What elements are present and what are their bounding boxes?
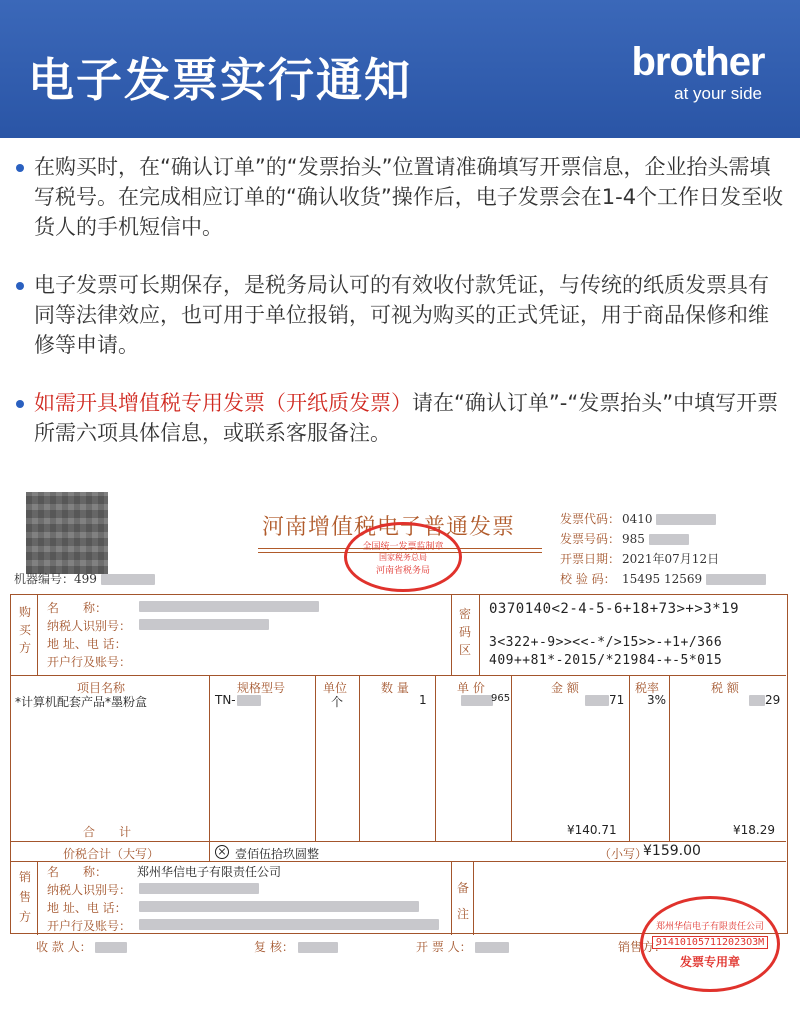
seal-company: 郑州华信电子有限责任公司	[655, 921, 764, 932]
check-code-label: 校 验 码：	[560, 572, 616, 586]
close-circle-icon: ×	[215, 845, 229, 859]
blurred-value	[461, 695, 493, 706]
machine-number	[14, 570, 155, 587]
bullet-dot-icon	[16, 164, 24, 172]
seal-number: 914101057112023O3M	[652, 936, 768, 949]
col-divider	[473, 861, 474, 935]
seller-name-label: 名 称：	[47, 865, 108, 879]
check-code	[560, 570, 766, 587]
invoice-date-value: 2021年07月12日	[622, 552, 720, 566]
invoice-number-value: 985	[622, 532, 645, 546]
item-qty: 1	[419, 693, 427, 707]
reviewer	[254, 938, 338, 955]
notice-text-2: 电子发票可长期保存，是税务局认可的有效收付款凭证，与传统的纸质发票具有同等法律效应，也可用于单位报销，可视为购买的正式凭证，用于商品保修和维修等申请。	[34, 273, 769, 357]
col-divider	[37, 595, 38, 675]
notice-list	[14, 152, 784, 476]
invoice-code	[560, 510, 716, 527]
col-divider	[315, 675, 316, 841]
seller-footer-label: 销售方：	[618, 940, 667, 954]
blurred-value	[585, 695, 609, 706]
blurred-value	[95, 942, 127, 953]
blurred-value	[139, 601, 319, 612]
buyer-bank-label: 开户行及账号：	[47, 655, 132, 669]
total-label: 合 计	[83, 825, 132, 839]
sum-upper-value: 壹佰伍拾玖圆整	[235, 847, 320, 861]
seal-top-text: 全国统一发票监制章	[362, 541, 444, 552]
seal-bottom-text: 河南省税务局	[375, 565, 430, 576]
notice-text-3-highlight: 如需开具增值税专用发票（开纸质发票）	[34, 391, 412, 415]
col-divider	[451, 861, 452, 935]
notice-text-3: 请在“确认订单”-“发票抬头”中填写开票所需六项具体信息，或联系客服备注。	[34, 391, 779, 445]
notice-item-1	[14, 152, 784, 242]
blurred-value	[139, 901, 419, 912]
bullet-dot-icon	[16, 282, 24, 290]
cipher-line: 409++81*-2015/*21984-+-5*015	[489, 653, 723, 668]
invoice-table	[10, 594, 788, 934]
blurred-value	[706, 574, 766, 585]
col-header-qty: 数 量	[381, 681, 409, 695]
issuer-label: 开 票 人：	[416, 940, 472, 954]
sum-small-value: ¥159.00	[643, 843, 701, 859]
col-divider	[37, 861, 38, 935]
qr-code-icon	[26, 492, 108, 574]
payee	[36, 938, 127, 955]
machine-number-label: 机器编号：	[14, 572, 75, 586]
seal-kind: 发票专用章	[679, 954, 740, 969]
col-divider	[209, 675, 210, 861]
cipher-area-label: 密码区	[459, 607, 472, 657]
item-spec: TN-	[215, 693, 236, 707]
blurred-value	[475, 942, 509, 953]
bullet-dot-icon	[16, 400, 24, 408]
invoice-number-label: 发票号码：	[560, 532, 621, 546]
buyer-tax-label: 纳税人识别号：	[47, 619, 132, 633]
brand-tagline: at your side	[674, 84, 762, 103]
col-header-tax: 税 额	[711, 681, 739, 695]
col-divider	[511, 675, 512, 841]
page-title: 电子发票实行通知	[28, 53, 412, 107]
blurred-value	[237, 695, 261, 706]
buyer-side-label: 购买方	[19, 605, 32, 655]
sum-upper-label: 价税合计（大写）	[63, 847, 160, 861]
blurred-value	[139, 919, 439, 930]
invoice-date-label: 开票日期：	[560, 552, 621, 566]
cipher-line: 3<322+-9>><<-*/>15>>-+1+/366	[489, 635, 723, 650]
notice-text-1: 在购买时，在“确认订单”的“发票抬头”位置请准确填写开票信息，企业抬头需填写税号。在完成相应订单的“确认收货”操作后，电子发票会在1-4个工作日发至收货人的手机短信中。	[34, 155, 784, 239]
brand-name: brother	[631, 40, 765, 84]
check-code-value: 15495 12569	[622, 572, 703, 586]
seller-name: 郑州华信电子有限责任公司	[137, 865, 282, 879]
item-unit: 个	[331, 695, 344, 709]
col-header-rate: 税率	[635, 681, 660, 695]
invoice-code-label: 发票代码：	[560, 512, 621, 526]
blurred-value	[298, 942, 338, 953]
col-header-unit: 单位	[323, 681, 348, 695]
payee-label: 收 款 人：	[36, 940, 92, 954]
total-amount: ¥140.71	[567, 823, 617, 837]
blurred-value	[749, 695, 765, 706]
invoice-seal-icon	[640, 896, 780, 992]
row-divider	[11, 841, 786, 842]
blurred-value	[649, 534, 689, 545]
item-amount: 71	[609, 693, 625, 707]
cipher-line: 0370140<2-4-5-6+18+73>+>3*19	[489, 601, 740, 617]
invoice-date	[560, 550, 719, 567]
seller-side-label: 销售方	[19, 870, 32, 924]
brand-logo	[618, 40, 778, 104]
total-tax: ¥18.29	[733, 823, 775, 837]
item-name: *计算机配套产品*墨粉盒	[15, 695, 148, 709]
issuer	[416, 938, 509, 955]
buyer-address-label: 地 址、电 话：	[47, 637, 127, 651]
invoice-image	[0, 488, 800, 1020]
invoice-number	[560, 530, 689, 547]
seal-mid-text: 国家税务总局	[379, 552, 427, 562]
item-tax: 29	[765, 693, 781, 707]
blurred-value	[101, 574, 155, 585]
invoice-code-value: 0410	[622, 512, 653, 526]
buyer-name-label: 名 称：	[47, 601, 108, 615]
col-header-spec: 规格型号	[237, 681, 286, 695]
notice-item-3	[14, 388, 784, 448]
col-header-amount: 金 额	[551, 681, 579, 695]
header-banner	[0, 0, 800, 138]
sum-small-label: （小写）	[599, 847, 648, 861]
blurred-value	[139, 883, 259, 894]
item-price: 965	[491, 693, 511, 704]
col-header-price: 单 价	[457, 681, 485, 695]
col-divider	[435, 675, 436, 841]
invoice-title: 河南增值税电子普通发票	[262, 515, 516, 540]
remark-label: 备注	[457, 881, 470, 921]
blurred-value	[139, 619, 269, 630]
reviewer-label: 复 核：	[254, 940, 294, 954]
tax-bureau-seal-icon	[344, 522, 462, 592]
col-divider	[359, 675, 360, 841]
blurred-value	[656, 514, 716, 525]
col-divider	[629, 675, 630, 841]
machine-number-value: 499	[74, 572, 97, 586]
col-header-item: 项目名称	[77, 681, 126, 695]
col-divider	[669, 675, 670, 841]
item-rate: 3%	[647, 693, 667, 707]
col-divider	[451, 595, 452, 675]
seller-bank-label: 开户行及账号：	[47, 919, 132, 933]
seller-tax-label: 纳税人识别号：	[47, 883, 132, 897]
col-divider	[479, 595, 480, 675]
seller-address-label: 地 址、电 话：	[47, 901, 127, 915]
notice-item-2	[14, 270, 784, 360]
